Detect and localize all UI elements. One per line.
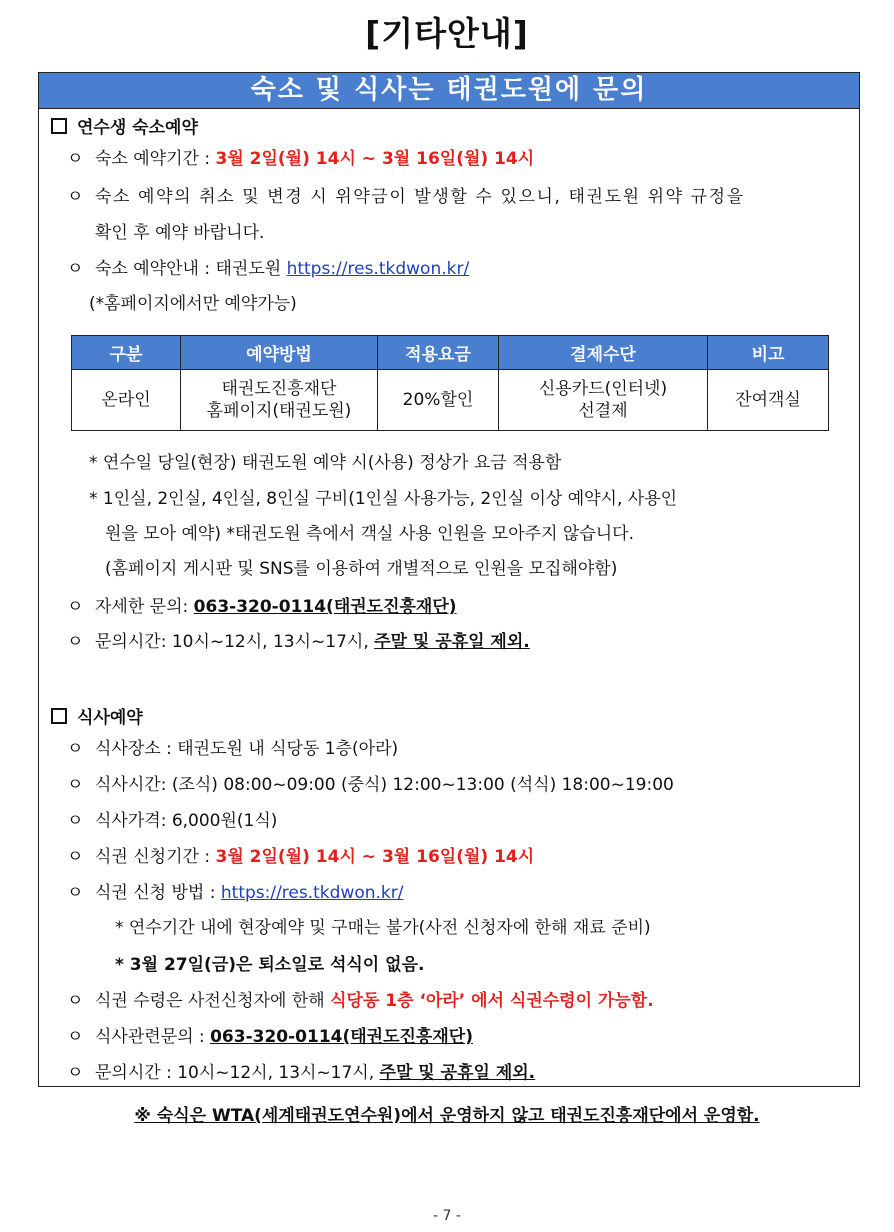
- meal-heading: 식사예약: [51, 703, 143, 728]
- footer-note: ※ 숙식은 WTA(세계태권도연수원)에서 운영하지 않고 태권도진흥재단에서 운영함.: [134, 1106, 760, 1126]
- lodging-heading: 연수생 숙소예약: [51, 113, 198, 138]
- table-header: 구분: [72, 336, 181, 370]
- meal-hours: ㅇ 문의시간 : 10시~12시, 13시~17시, 주말 및 공휴일 제외.: [67, 1063, 536, 1083]
- bullet-icon: ㅇ: [67, 883, 84, 903]
- lodging-note2a: * 1인실, 2인실, 4인실, 8인실 구비(1인실 사용가능, 2인실 이상 예약시, 사용인: [89, 489, 678, 509]
- table-header: 적용요금: [378, 336, 499, 370]
- checkbox-icon: [51, 708, 67, 724]
- reservation-link[interactable]: https://res.tkdwon.kr/: [286, 259, 470, 279]
- bullet-icon: ㅇ: [67, 187, 86, 207]
- box-header: 숙소 및 식사는 태권도원에 문의: [39, 73, 859, 109]
- lodging-hours: ㅇ 문의시간: 10시~12시, 13시~17시, 주말 및 공휴일 제외.: [67, 632, 530, 652]
- table-cell: 태권도진흥재단 홈페이지(태권도원): [181, 370, 378, 431]
- bullet-icon: ㅇ: [67, 775, 84, 795]
- bullet-icon: ㅇ: [67, 597, 84, 617]
- bullet-icon: ㅇ: [67, 149, 84, 169]
- table-header-row: [72, 336, 829, 370]
- checkbox-icon: [51, 118, 67, 134]
- lodging-contact-phone: 063-320-0114(태권도진흥재단): [193, 597, 457, 617]
- meal-note1: * 연수기간 내에 현장예약 및 구매는 불가(사전 신청자에 한해 재료 준비): [115, 918, 651, 938]
- bullet-icon: ㅇ: [67, 1027, 84, 1047]
- lodging-guide-note: (*홈페이지에서만 예약가능): [89, 294, 297, 314]
- bullet-icon: ㅇ: [67, 1063, 84, 1083]
- table-header: 예약방법: [181, 336, 378, 370]
- lodging-contact: ㅇ 자세한 문의: 063-320-0114(태권도진흥재단): [67, 597, 457, 617]
- lodging-note2c: (홈페이지 게시판 및 SNS를 이용하여 개별적으로 인원을 모집해야함): [105, 559, 618, 579]
- meal-period: ㅇ 식권 신청기간 : 3월 2일(월) 14시 ~ 3월 16일(월) 14시: [67, 847, 535, 867]
- lodging-period-value: 3월 2일(월) 14시 ~ 3월 16일(월) 14시: [215, 149, 535, 169]
- meal-contact: ㅇ 식사관련문의 : 063-320-0114(태권도진흥재단): [67, 1027, 473, 1047]
- bullet-icon: ㅇ: [67, 991, 84, 1011]
- meal-time: ㅇ 식사시간: (조식) 08:00~09:00 (중식) 12:00~13:00 (석식) 18:00~19:00: [67, 775, 674, 795]
- table-header: 결제수단: [499, 336, 708, 370]
- meal-reservation-link[interactable]: https://res.tkdwon.kr/: [220, 883, 404, 903]
- page-title: [기타안내]: [365, 14, 529, 53]
- table-cell: 20%할인: [378, 370, 499, 431]
- page-number: - 7 -: [433, 1208, 461, 1224]
- meal-pickup: ㅇ 식권 수령은 사전신청자에 한해 식당동 1층 ‘아라’ 에서 식권수령이 가능함.: [67, 991, 654, 1011]
- lodging-cancel-line2: 확인 후 예약 바랍니다.: [95, 223, 265, 243]
- lodging-table: [71, 335, 829, 431]
- lodging-period: ㅇ 숙소 예약기간 : 3월 2일(월) 14시 ~ 3월 16일(월) 14시: [67, 149, 535, 169]
- bullet-icon: ㅇ: [67, 632, 84, 652]
- bullet-icon: ㅇ: [67, 811, 84, 831]
- bullet-icon: ㅇ: [67, 847, 84, 867]
- table-cell: 잔여객실: [708, 370, 829, 431]
- bullet-icon: ㅇ: [67, 739, 84, 759]
- lodging-guide: ㅇ 숙소 예약안내 : 태권도원 https://res.tkdwon.kr/: [67, 259, 470, 279]
- meal-price: ㅇ 식사가격: 6,000원(1식): [67, 811, 278, 831]
- table-row: [72, 370, 829, 431]
- lodging-cancel-line1: ㅇ 숙소 예약의 취소 및 변경 시 위약금이 발생할 수 있으니, 태권도원 위약 규정을: [67, 187, 745, 207]
- lodging-note1: * 연수일 당일(현장) 태권도원 예약 시(사용) 정상가 요금 적용함: [89, 453, 562, 473]
- lodging-note2b: 원을 모아 예약) *태권도원 측에서 객실 사용 인원을 모아주지 않습니다.: [105, 524, 634, 544]
- table-header: 비고: [708, 336, 829, 370]
- table-cell: 온라인: [72, 370, 181, 431]
- table-cell: 신용카드(인터넷) 선결제: [499, 370, 708, 431]
- info-box: [38, 72, 860, 1087]
- meal-method: ㅇ 식권 신청 방법 : https://res.tkdwon.kr/: [67, 883, 404, 903]
- meal-note2: * 3월 27일(금)은 퇴소일로 석식이 없음.: [115, 955, 425, 975]
- bullet-icon: ㅇ: [67, 259, 84, 279]
- meal-place: ㅇ 식사장소 : 태권도원 내 식당동 1층(아라): [67, 739, 399, 759]
